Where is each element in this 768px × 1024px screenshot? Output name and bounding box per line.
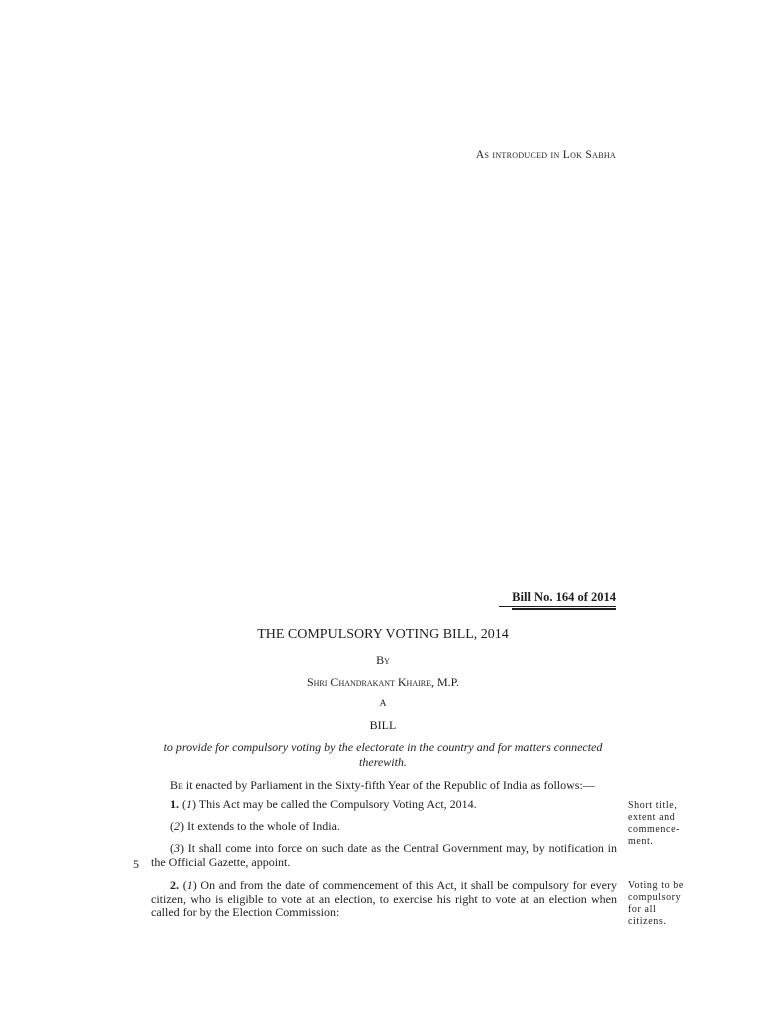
subsection-label: 1 (186, 878, 193, 892)
by-label: By (376, 653, 390, 667)
subsection-text: It shall come into force on such date as the Central Government may, by notification in the Official Gazette, appoint. (151, 841, 617, 869)
subsection-label: 3 (174, 841, 180, 855)
bill-label: BILL (369, 718, 397, 732)
line-number: 5 (133, 857, 139, 871)
a-label: A (379, 699, 387, 709)
subsection-label: 2 (174, 819, 180, 833)
subsection-label: 1 (186, 797, 192, 811)
margin-note-section-1: Short title, extent and commence-ment. (628, 800, 681, 847)
section-2-1: 2. (1) On and from the date of commencement of this Act, it shall be compulsory for every citizen, who is eligible to vote at an election, to exercise his right to vote at an election when called for by the Election Commission: (151, 878, 618, 919)
enacting-text: it enacted by Parliament in the Sixty-fifth Year of the Republic of India as follows:— (182, 778, 595, 792)
margin-note-section-2: Voting to be compulsory for all citizens. (628, 880, 684, 927)
enacting-formula (151, 779, 617, 793)
section-1-1: 1. (1) This Act may be called the Compulsory Voting Act, 2014. (170, 797, 477, 811)
bill-title: THE COMPULSORY VOTING BILL, 2014 (257, 627, 509, 642)
subsection-text: On and from the date of commencement of this Act, it shall be compulsory for every citizen, who is eligible to vote at an election, to exercise his right to vote at an election when called for by the Election Commission: (151, 878, 618, 919)
mover-name: Shri Chandrakant Khaire, M.P. (306, 675, 460, 689)
bill-number: Bill No. 164 of 2014 (512, 590, 616, 610)
subsection-text: This Act may be called the Compulsory Voting Act, 2014. (196, 797, 477, 811)
introduced-label: As introduced in Lok Sabha (475, 149, 616, 161)
section-1-number: 1. (170, 797, 179, 811)
subsection-text: It extends to the whole of India. (184, 819, 340, 833)
section-1-3: (3) It shall come into force on such date as the Central Government may, by notification in the Official Gazette, appoint. (151, 841, 617, 869)
bill-number-underline (499, 606, 616, 607)
enacting-initial: Be (170, 778, 183, 792)
section-2-number: 2. (170, 878, 179, 892)
section-1-2: (2) It extends to the whole of India. (170, 819, 340, 833)
long-title: to provide for compulsory voting by the electorate in the country and for matters connected therewith. (163, 740, 603, 769)
